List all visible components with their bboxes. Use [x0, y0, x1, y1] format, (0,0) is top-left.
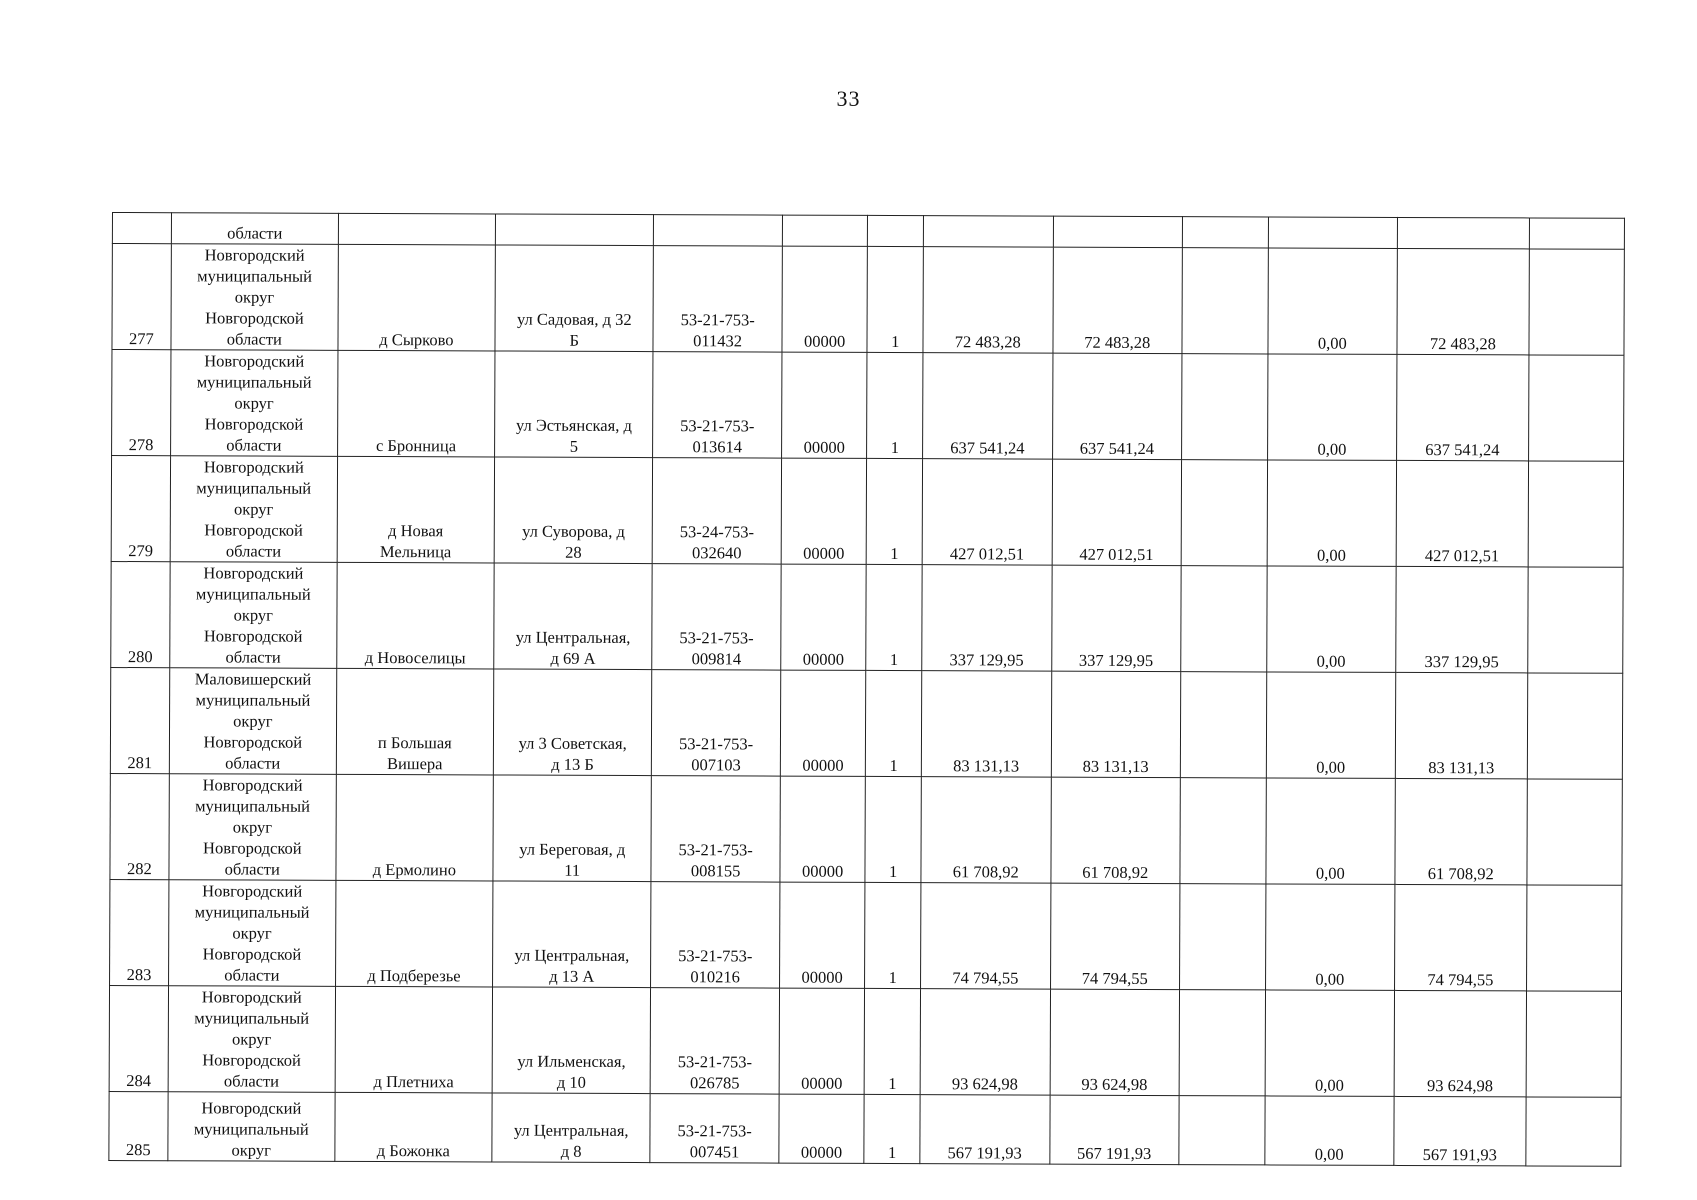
amount-cell: 61 708,92: [921, 777, 1051, 883]
settlement-cell: п Большая Вишера: [336, 668, 494, 775]
cell-empty: [1529, 218, 1624, 249]
row-number: 280: [111, 561, 170, 667]
table-body: [109, 213, 1625, 1167]
row-number: 279: [111, 456, 170, 562]
cell-empty: [1527, 779, 1623, 885]
amount-cell: 74 794,55: [1050, 883, 1180, 989]
sub-code-cell: 00000: [782, 246, 868, 352]
zero-cell: 0,00: [1265, 990, 1395, 1096]
settlement-cell: д Плетниха: [335, 986, 493, 1093]
code-cell: 53-21-753- 011432: [653, 246, 782, 352]
code-cell: 53-21-753- 010216: [651, 882, 780, 988]
settlement-cell: д Подберезье: [335, 880, 493, 987]
sub-code-cell: 00000: [780, 670, 866, 776]
address-cell: ул 3 Советская, д 13 Б: [493, 669, 652, 776]
settlement-cell: д Сырково: [338, 244, 496, 351]
code-cell: 53-21-753- 007451: [650, 1094, 779, 1163]
address-cell: ул Садовая, д 32 Б: [495, 245, 654, 352]
empty-cell: [1179, 990, 1265, 1096]
amount-cell: 72 483,28: [923, 247, 1053, 353]
address-cell: ул Суворова, д 28: [494, 457, 653, 564]
flag-cell: 1: [866, 564, 922, 670]
cell-empty: [1528, 355, 1624, 461]
amount-cell: 93 624,98: [1050, 989, 1180, 1095]
municipality-cell: Новгородский муниципальный округ: [168, 1092, 335, 1162]
code-cell: 53-21-753- 013614: [653, 352, 782, 458]
settlement-cell: д Новоселицы: [337, 562, 495, 669]
amount-cell: 72 483,28: [1052, 247, 1182, 353]
cell-empty: [1526, 1097, 1622, 1166]
cell-empty: [1182, 217, 1268, 248]
empty-cell: [1181, 460, 1267, 566]
municipality-cell: Новгородский муниципальный округ Новгородской области: [170, 562, 337, 669]
sub-code-cell: 00000: [779, 1094, 865, 1163]
code-cell: 53-21-753- 009814: [652, 564, 781, 670]
empty-cell: [1182, 354, 1268, 460]
amount-cell: 74 794,55: [921, 883, 1051, 989]
address-cell: ул Береговая, д 11: [493, 775, 652, 882]
table-row: [110, 879, 1622, 991]
empty-cell: [1181, 566, 1267, 672]
table-row: [112, 350, 1624, 462]
municipality-cell: Новгородский муниципальный округ Новгородской области: [168, 986, 335, 1093]
zero-cell: 0,00: [1267, 354, 1397, 460]
row-number: 284: [109, 985, 168, 1091]
municipality-cell: Новгородский муниципальный округ Новгородской области: [171, 244, 338, 351]
zero-cell: 0,00: [1266, 672, 1396, 778]
cell-empty: [1527, 567, 1623, 673]
amount-cell: 83 131,13: [921, 671, 1051, 777]
zero-cell: 0,00: [1266, 566, 1396, 672]
total-cell: 74 794,55: [1395, 884, 1527, 991]
amount-cell: 567 191,93: [1049, 1095, 1179, 1164]
code-cell: 53-21-753- 007103: [652, 670, 781, 776]
register-table: [108, 212, 1625, 1167]
zero-cell: 0,00: [1267, 460, 1397, 566]
flag-cell: 1: [867, 352, 923, 458]
table-row: [110, 773, 1622, 885]
address-cell: ул Центральная, д 69 А: [494, 563, 653, 670]
flag-cell: 1: [867, 458, 923, 564]
cell-empty: [338, 213, 495, 245]
row-number: 281: [110, 667, 169, 773]
amount-cell: 567 191,93: [920, 1095, 1050, 1164]
row-number: 283: [110, 879, 169, 985]
amount-cell: 427 012,51: [1052, 459, 1182, 565]
cell-empty: [1529, 249, 1625, 355]
cell-empty: [495, 214, 653, 246]
flag-cell: 1: [866, 670, 922, 776]
cell-empty: [1526, 885, 1622, 991]
amount-cell: 637 541,24: [1052, 353, 1182, 459]
sub-code-cell: 00000: [779, 882, 865, 988]
empty-cell: [1180, 884, 1266, 990]
cell-empty: [1053, 216, 1183, 247]
header-fragment: области: [171, 213, 338, 245]
amount-cell: 337 129,95: [922, 565, 1052, 671]
total-cell: 567 191,93: [1394, 1096, 1526, 1166]
zero-cell: 0,00: [1266, 778, 1396, 884]
code-cell: 53-21-753- 026785: [651, 988, 780, 1094]
amount-cell: 93 624,98: [920, 989, 1050, 1095]
cell-empty: [923, 216, 1053, 247]
municipality-cell: Новгородский муниципальный округ Новгородской области: [169, 774, 336, 881]
row-number: 278: [112, 350, 171, 456]
settlement-cell: д Ермолино: [336, 774, 494, 881]
empty-cell: [1179, 1096, 1265, 1165]
address-cell: ул Эстьянская, д 5: [495, 351, 654, 458]
flag-cell: 1: [865, 882, 921, 988]
flag-cell: 1: [865, 988, 921, 1094]
empty-cell: [1180, 778, 1266, 884]
zero-cell: 0,00: [1265, 884, 1395, 990]
sub-code-cell: 00000: [781, 352, 867, 458]
code-cell: 53-24-753- 032640: [653, 458, 782, 564]
table-row: [111, 561, 1623, 673]
municipality-cell: Маловишерский муниципальный округ Новгородской области: [169, 668, 336, 775]
table-row: [112, 244, 1624, 356]
row-number: 285: [109, 1091, 168, 1160]
cell-empty: [1397, 217, 1529, 249]
sub-code-cell: 00000: [781, 564, 867, 670]
table-row: [109, 985, 1621, 1097]
amount-cell: 637 541,24: [923, 353, 1053, 459]
cell-empty: [782, 215, 868, 246]
empty-cell: [1182, 248, 1268, 354]
total-cell: 61 708,92: [1395, 778, 1527, 885]
sub-code-cell: 00000: [780, 776, 866, 882]
cell-empty: [1526, 991, 1622, 1097]
row-number: 282: [110, 773, 169, 879]
settlement-cell: д Новая Мельница: [337, 456, 495, 563]
total-cell: 427 012,51: [1396, 460, 1528, 567]
address-cell: ул Центральная, д 8: [492, 1093, 651, 1163]
amount-cell: 427 012,51: [922, 459, 1052, 565]
settlement-cell: д Божонка: [335, 1092, 493, 1162]
zero-cell: 0,00: [1268, 248, 1398, 354]
flag-cell: 1: [867, 246, 923, 352]
address-cell: ул Ильменская, д 10: [492, 987, 651, 1094]
total-cell: 637 541,24: [1397, 354, 1529, 461]
total-cell: 337 129,95: [1396, 566, 1528, 673]
amount-cell: 337 129,95: [1051, 565, 1181, 671]
municipality-cell: Новгородский муниципальный округ Новгородской области: [170, 456, 337, 563]
total-cell: 72 483,28: [1397, 248, 1529, 355]
zero-cell: 0,00: [1264, 1096, 1394, 1165]
cell-empty: [1528, 461, 1624, 567]
amount-cell: 83 131,13: [1051, 671, 1181, 777]
cell-empty: [868, 215, 924, 246]
cell-empty: [112, 213, 171, 244]
table-row: [110, 667, 1622, 779]
sub-code-cell: 00000: [779, 988, 865, 1094]
empty-cell: [1180, 672, 1266, 778]
page-number: 33: [836, 86, 861, 111]
municipality-cell: Новгородский муниципальный округ Новгородской области: [168, 880, 335, 987]
row-number: 277: [112, 244, 171, 350]
amount-cell: 61 708,92: [1050, 777, 1180, 883]
code-cell: 53-21-753- 008155: [651, 776, 780, 882]
table-row: [109, 1091, 1621, 1166]
municipality-cell: Новгородский муниципальный округ Новгородской области: [170, 350, 337, 457]
sub-code-cell: 00000: [781, 458, 867, 564]
address-cell: ул Центральная, д 13 А: [493, 881, 652, 988]
table-row: [111, 456, 1623, 568]
cell-empty: [1527, 673, 1623, 779]
total-cell: 83 131,13: [1395, 672, 1527, 779]
flag-cell: 1: [864, 1094, 920, 1163]
settlement-cell: с Бронница: [337, 350, 495, 457]
total-cell: 93 624,98: [1394, 990, 1526, 1097]
cell-empty: [654, 215, 783, 246]
cell-empty: [1268, 217, 1398, 248]
flag-cell: 1: [865, 776, 921, 882]
